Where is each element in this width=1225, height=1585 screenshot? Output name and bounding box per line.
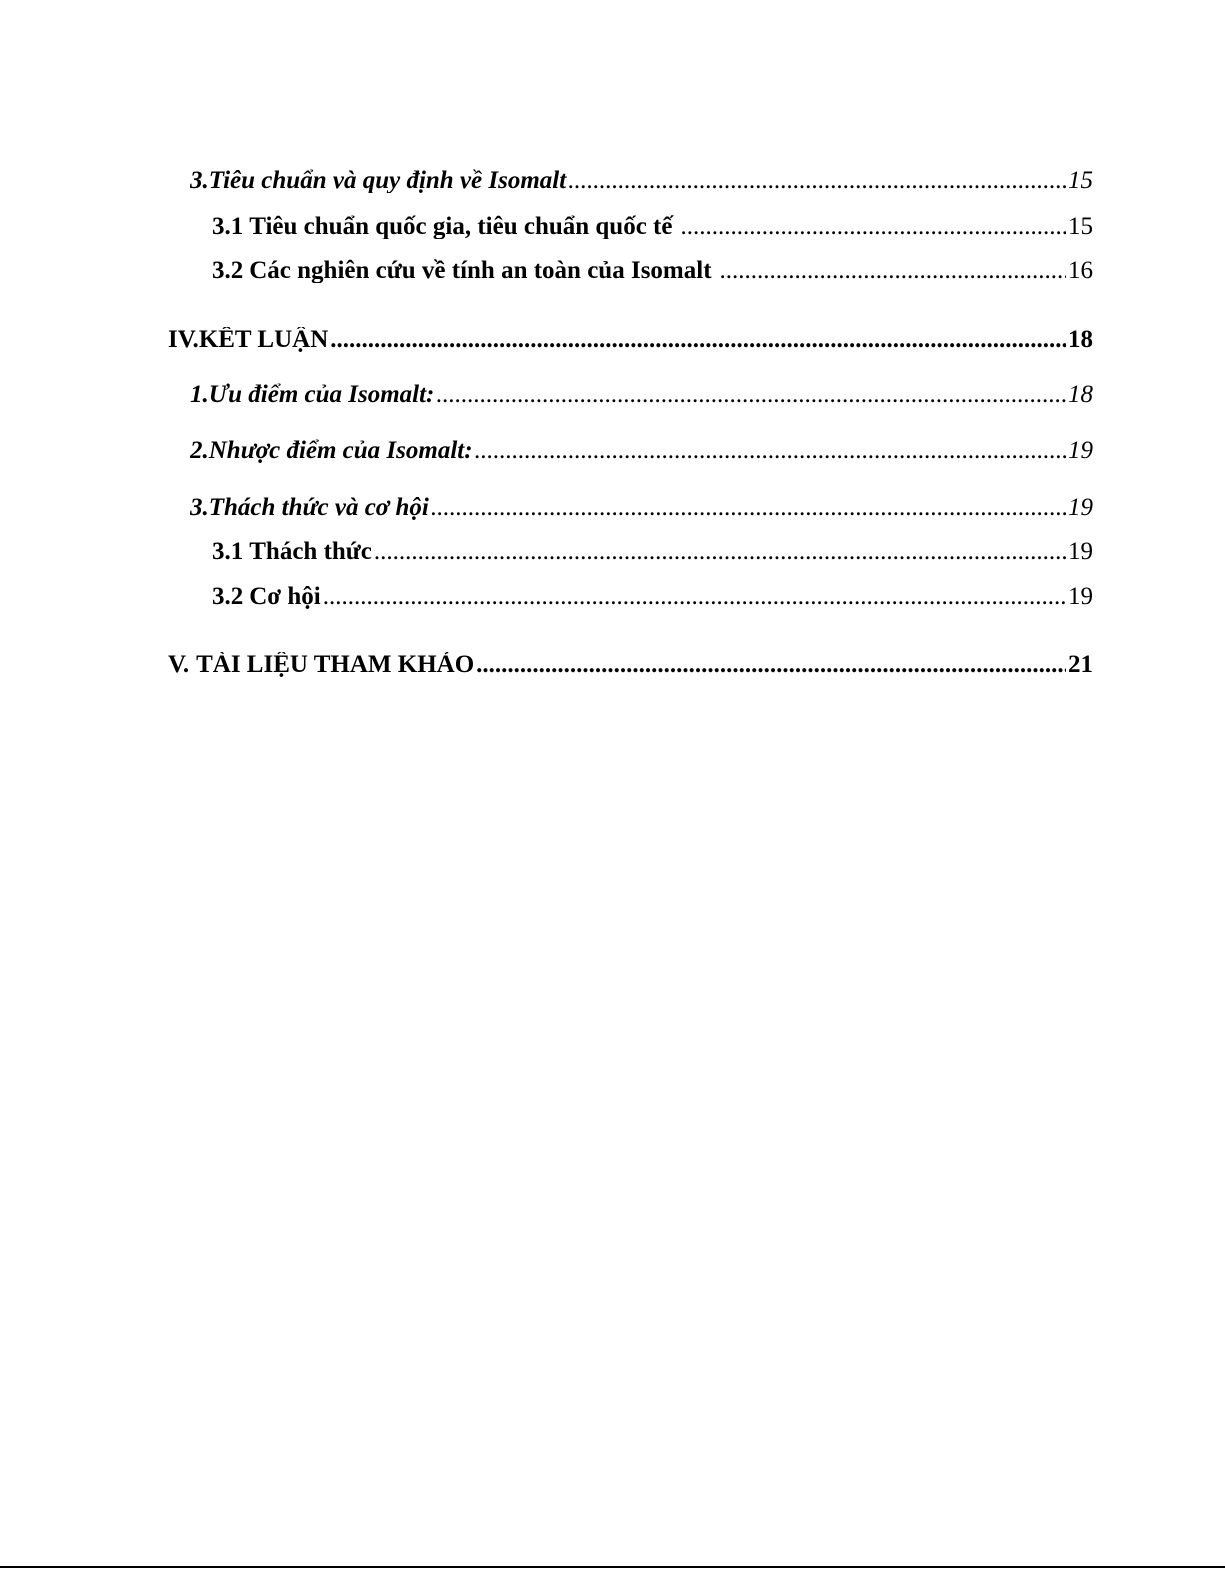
toc-entry-number: 3.2 [212,258,244,283]
toc-entry-advantages[interactable] [190,382,1093,407]
toc-leader-dots [680,214,1066,239]
toc-entry-number: 3. [190,495,209,520]
toc-entry-number: 2. [190,438,209,463]
toc-entry-title: Các nghiên cứu về tính an toàn của Isomalt [249,258,712,283]
toc-entry-page: 21 [1068,652,1093,677]
toc-leader-dots [374,539,1066,564]
toc-entry-page: 19 [1068,438,1093,463]
toc-entry-conclusion[interactable] [168,327,1093,352]
toc-entry-opportunities[interactable] [212,584,1093,609]
toc-entry-number: 1. [190,382,209,407]
toc-entry-number: 3.1 [212,214,244,239]
toc-entry-page: 18 [1068,382,1093,407]
toc-entry-page: 19 [1068,584,1093,609]
toc-entry-title: TÀI LIỆU THAM KHẢO [196,652,475,677]
toc-entry-page: 19 [1068,495,1093,520]
toc-entry-page: 19 [1068,539,1093,564]
toc-leader-dots [431,495,1066,520]
toc-entry-number: 3. [190,168,209,193]
toc-entry-title: Tiêu chuẩn quốc gia, tiêu chuẩn quốc tế [249,214,673,239]
toc-entry-challenges[interactable] [212,539,1093,564]
toc-entry-standards[interactable] [190,168,1093,193]
toc-entry-number: IV. [168,327,199,352]
toc-entry-title: Tiêu chuẩn và quy định về Isomalt [208,168,567,193]
toc-entry-title: Thách thức [249,539,372,564]
toc-entry-title: Ưu điểm của Isomalt: [208,382,435,407]
toc-entry-number: 3.1 [212,539,244,564]
toc-leader-dots [475,438,1066,463]
toc-entry-title: Thách thức và cơ hội [208,495,429,520]
toc-leader-dots [720,258,1066,283]
toc-leader-dots [323,584,1066,609]
toc-entry-number: 3.2 [212,584,244,609]
toc-entry-national-international-standards[interactable] [212,214,1093,239]
page-bottom-rule [0,1566,1225,1568]
toc-entry-page: 15 [1068,214,1093,239]
toc-entry-references[interactable] [168,652,1093,677]
toc-entry-title: Nhược điểm của Isomalt: [208,438,473,463]
toc-entry-page: 18 [1068,327,1093,352]
toc-entry-page: 15 [1068,168,1093,193]
toc-leader-dots [476,652,1066,677]
toc-entry-challenges-opportunities[interactable] [190,495,1093,520]
toc-leader-dots [436,382,1066,407]
toc-entry-disadvantages[interactable] [190,438,1093,463]
toc-entry-page: 16 [1068,258,1093,283]
toc-leader-dots [330,327,1066,352]
toc-entry-title: KẾT LUẬN [198,327,329,352]
toc-leader-dots [568,168,1066,193]
toc-entry-title: Cơ hội [249,584,321,609]
toc-entry-safety-research[interactable] [212,258,1093,283]
toc-entry-number: V. [168,652,190,677]
